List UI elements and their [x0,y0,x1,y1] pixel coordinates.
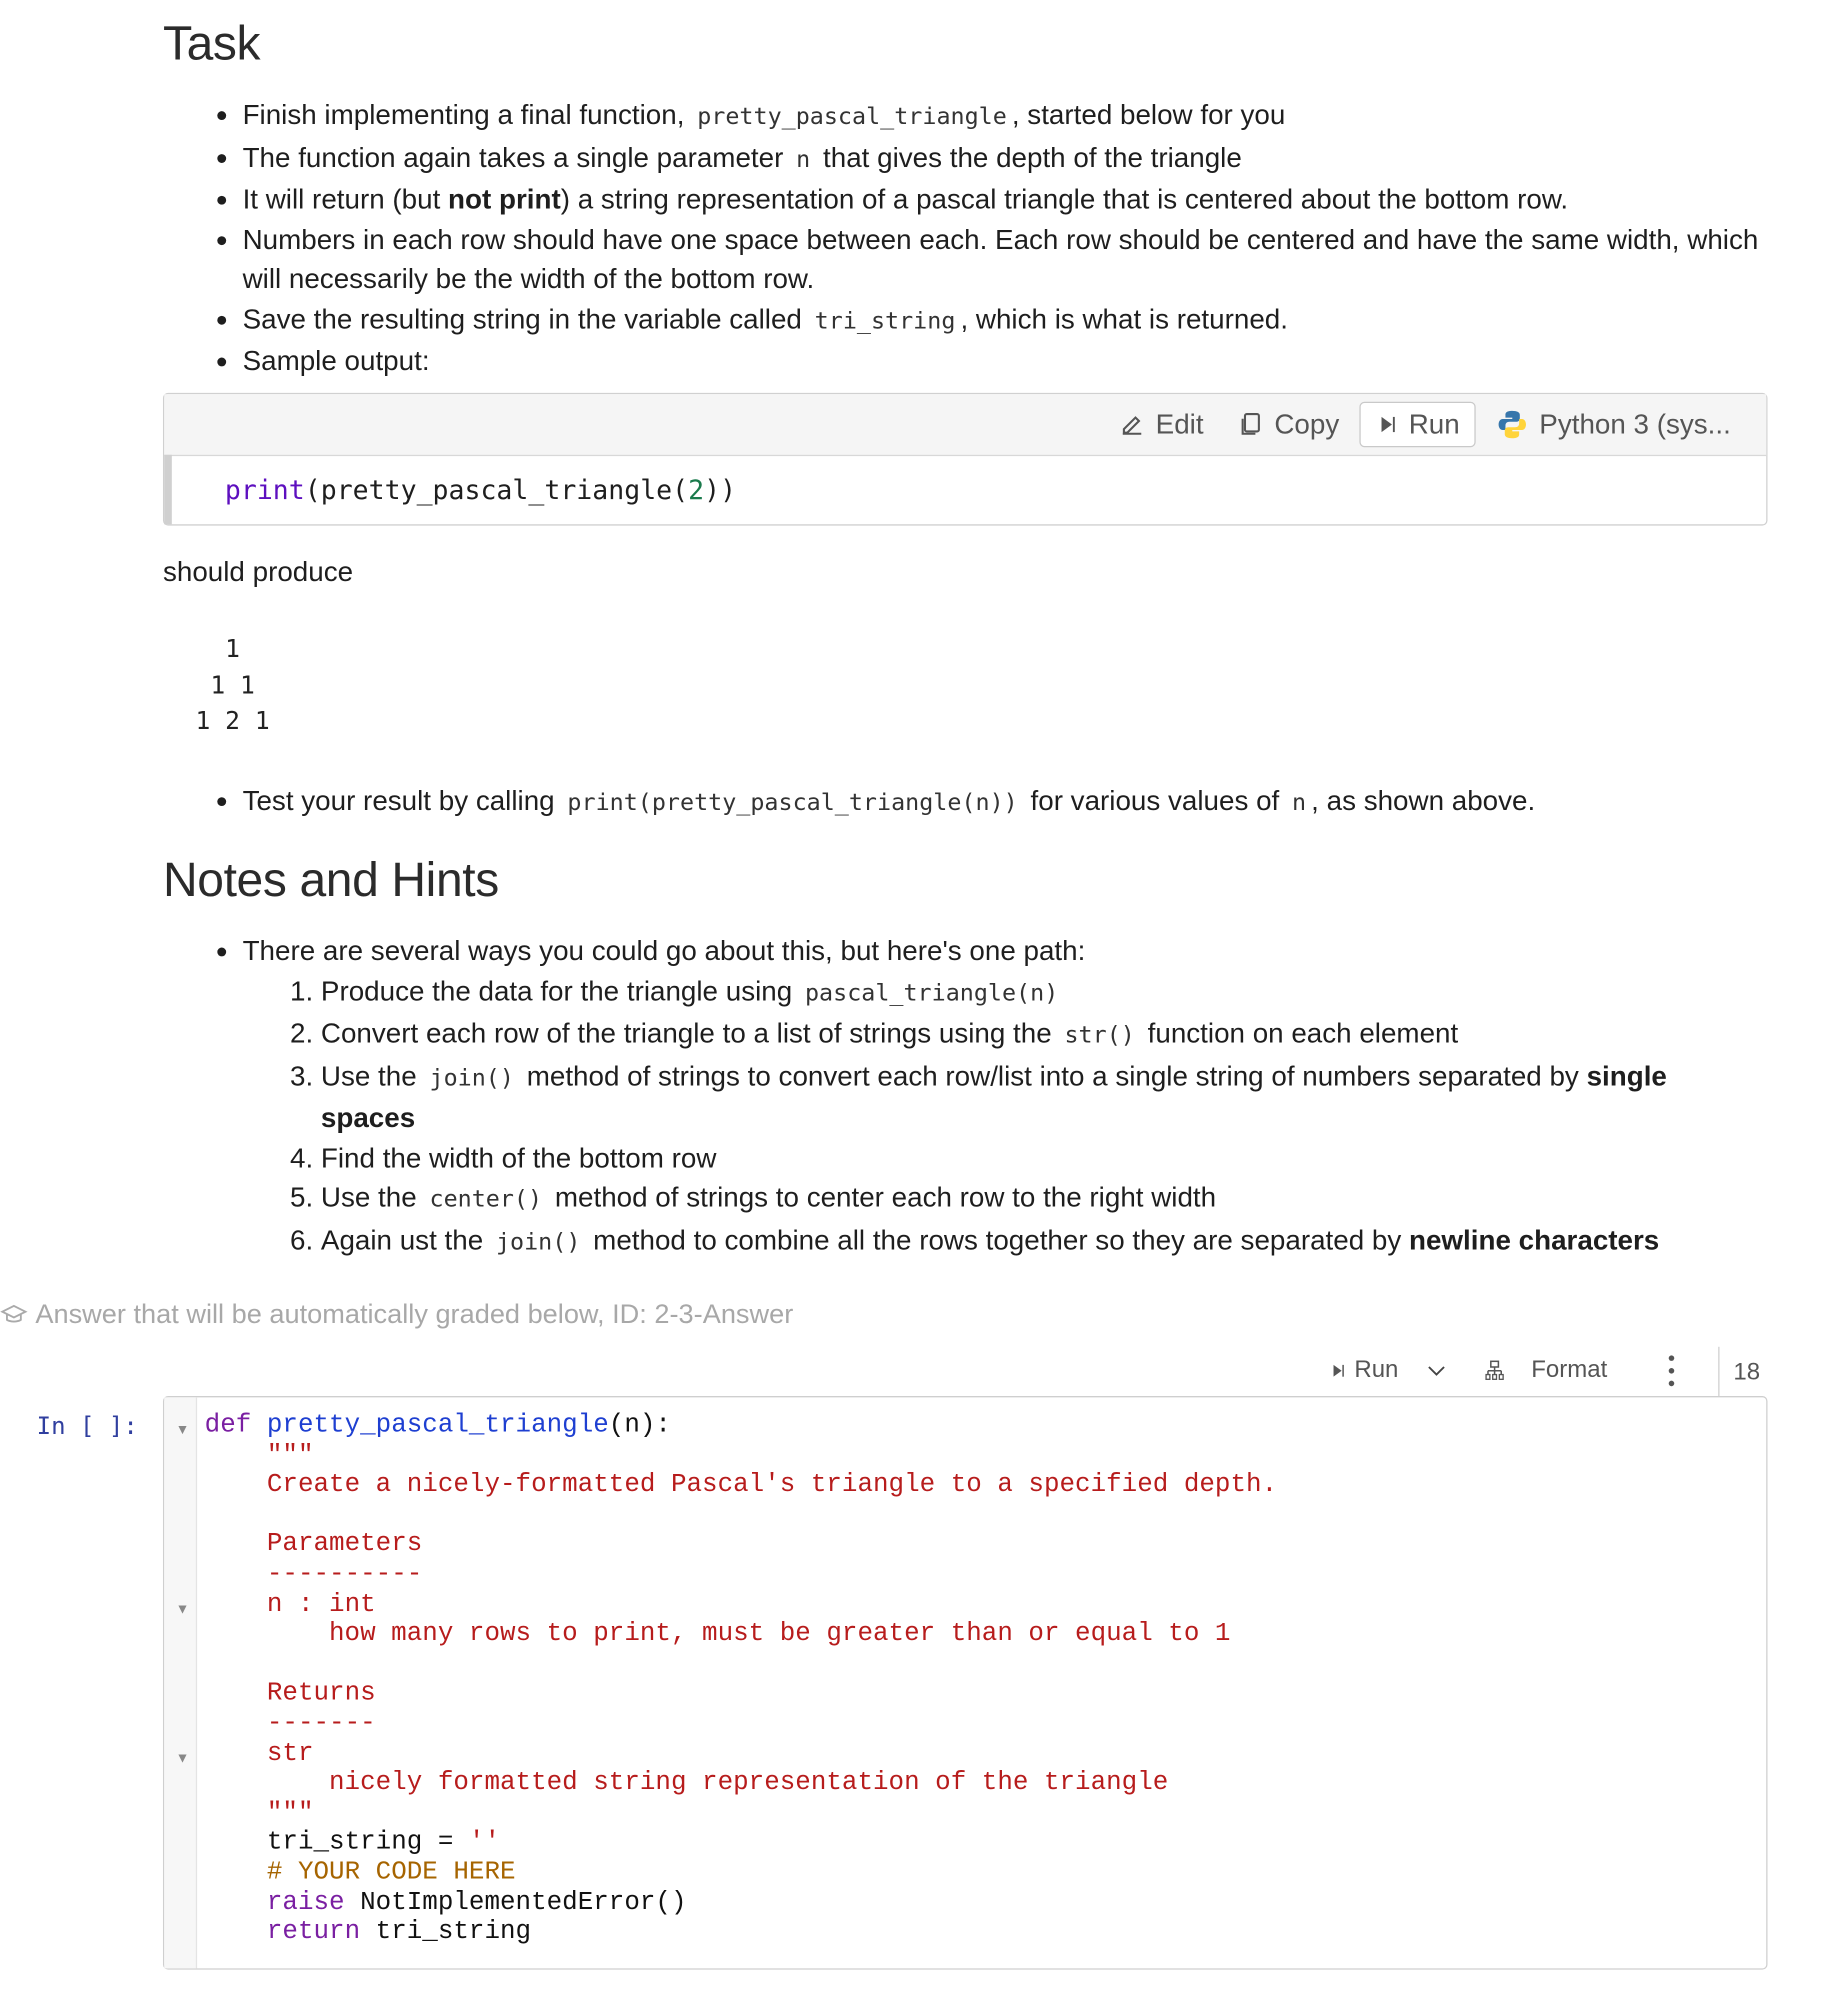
kernel-selector[interactable]: Python 3 (sys... [1484,403,1744,446]
cell-toolbar [1314,1347,1832,1395]
copy-button[interactable]: Copy [1224,403,1352,446]
chevron-down-icon [1425,1359,1448,1382]
fold-arrow-icon[interactable]: ▼ [175,1422,190,1438]
pencil-icon [1118,411,1146,439]
code-cell-editor[interactable] [163,1396,1768,1970]
notes-heading: Notes and Hints [162,854,499,908]
graduation-cap-icon [0,1301,28,1329]
python-logo-icon [1496,408,1529,441]
fold-arrow-icon[interactable]: ▼ [175,1601,190,1618]
sample-toolbar [164,394,1766,456]
task-bullets [163,95,1768,381]
copy-icon [1236,411,1264,439]
list-item: 2. Convert each row of the triangle to a list of strings using the str() function on each element [321,1013,1768,1055]
list-item: • There are several ways you could go about this, but here's one path: 1. Produce the data for the triangle using pascal_triangle(n) 2. Convert each row of the triangle to a list of strings using the str() function on each element 3. Use the join() method of strings to convert each row/list into a single string of numbers separated by single spaces 4. Find the width of the bottom row 5. Use the center() method of strings to center each row to the right width 6. Again ust the join() method to combine all the rows together so they are separated by newline characters [243,931,1768,1262]
list-item: • Sample output: [243,341,1768,381]
inline-code: join() [429,1064,514,1091]
inline-code: tri_string [814,307,956,335]
list-item: 5. Use the center() method of strings to center each row to the right width [321,1177,1768,1219]
inline-code: pretty_pascal_triangle [697,103,1007,131]
inline-code: n [796,145,811,173]
notes-list [163,931,1768,1262]
list-item: 6. Again ust the join() method to combine all the rows together so they are separated by newline characters [321,1220,1768,1262]
inline-code: print(pretty_pascal_triangle(n)) [567,789,1018,817]
list-item: • Finish implementing a final function, pretty_pascal_triangle , started below for you [243,95,1768,137]
more-options-button[interactable] [1665,1352,1678,1390]
inline-code: str() [1064,1022,1135,1049]
line-count: 18 [1733,1359,1761,1386]
list-item: • It will return (but not print) a string representation of a pascal triangle that is centered about the bottom row. [243,179,1768,219]
sample-code-block [163,393,1768,526]
list-item: 3. Use the join() method of strings to convert each row/list into a single string of numbers separated by single spaces [321,1056,1768,1138]
fold-gutter [164,1397,197,1968]
list-item: 1. Produce the data for the triangle using pascal_triangle(n) [321,971,1768,1013]
inline-code: n [1292,789,1307,817]
inline-code: pascal_triangle(n) [804,979,1059,1007]
list-item: • The function again takes a single parameter n that gives the depth of the triangle [243,137,1768,179]
list-item: • Save the resulting string in the variable called tri_string , which is what is returned. [243,299,1768,341]
test-bullet [163,781,1768,823]
triangle-output: 1 1 1 1 2 1 [195,634,270,736]
list-item: 4. Find the width of the bottom row [321,1138,1768,1178]
toolbar-divider [1718,1347,1719,1398]
list-item: • Test your result by calling print(pretty_pascal_triangle(n)) for various values of n , as shown above. [243,781,1768,823]
run-button[interactable]: Run [1359,402,1476,447]
run-dropdown-button[interactable] [1425,1359,1448,1382]
format-icon [1483,1359,1506,1382]
inline-code: center() [429,1186,543,1213]
format-button[interactable]: Format [1483,1357,1607,1385]
cell-run-button[interactable]: Run [1329,1357,1398,1385]
edit-button[interactable]: Edit [1105,403,1216,446]
should-produce-text: should produce [162,555,354,588]
answer-label: Answer that will be automatically graded below, ID: 2-3-Answer [0,1299,793,1331]
cell-prompt: In [ ]: [36,1412,138,1441]
list-item: • Numbers in each row should have one space between each. Each row should be centered and have the same width, which will necessarily be the width of the bottom row. [243,219,1768,299]
code-text[interactable]: def pretty_pascal_triangle(n): """ Create a nicely-formatted Pascal's triangle to a specified depth. Parameters ---------- n : int how many rows to print, must be greater than or equal to 1 Returns ------- str nicely formatted string representation of the triangle """ tri_string = '' # YOUR CODE HERE raise NotImplementedError() return tri_string [204,1411,1278,1948]
sample-code-line: print (pretty_pascal_triangle( 2 )) [164,455,1766,524]
play-icon [1329,1362,1347,1380]
inline-code: join() [495,1228,581,1256]
play-icon [1376,413,1399,436]
kebab-menu-icon [1665,1352,1678,1390]
fold-arrow-icon[interactable]: ▼ [175,1751,190,1767]
task-heading: Task [162,17,261,71]
